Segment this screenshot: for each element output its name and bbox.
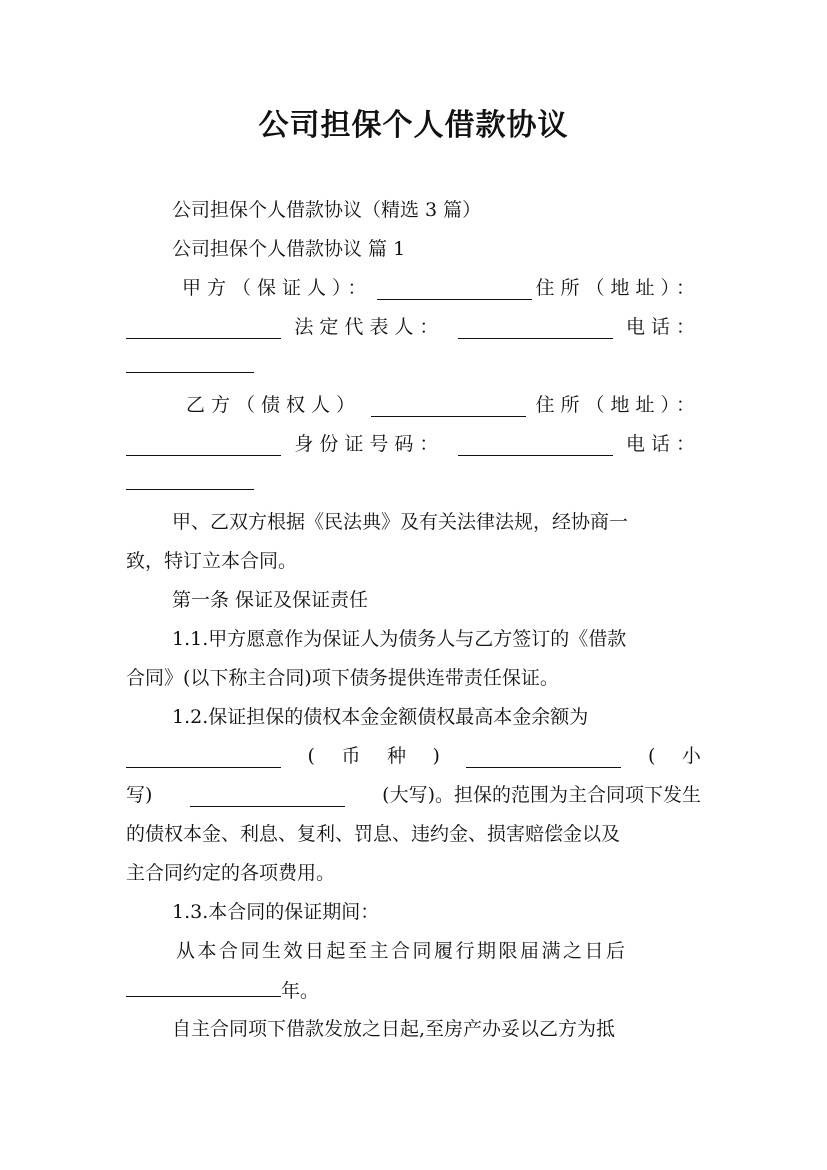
- years-suffix: 年。: [281, 980, 320, 1002]
- subtitle: 公司担保个人借款协议（精选 3 篇）: [172, 199, 482, 221]
- party-b-phone-blank[interactable]: [126, 471, 254, 490]
- amount-blank[interactable]: [126, 749, 281, 768]
- clause-1-2-line-4: 的债权本金、利息、复利、罚息、违约金、损害赔偿金以及: [126, 823, 621, 845]
- party-a-rep-label: 法定代表人：: [294, 316, 445, 338]
- small-open: (: [647, 745, 656, 767]
- clause-1-3-line-1: 从本合同生效日起至主合同履行期限届满之日后: [176, 940, 628, 962]
- party-a-name-blank[interactable]: [377, 281, 532, 300]
- clause-1-3-line-2: [126, 978, 701, 1003]
- currency-char-2: 种: [386, 745, 406, 767]
- party-b-address-blank[interactable]: [126, 437, 281, 456]
- party-b-id-line: [126, 432, 701, 456]
- party-b-address-label: 住所（地址）：: [535, 394, 701, 416]
- currency-open: (: [307, 745, 315, 767]
- clause-1-2-line-3: [126, 783, 701, 807]
- small-amount-blank[interactable]: [466, 749, 621, 768]
- clause-1-2-line-1: 1.2.保证担保的债权本金金额债权最高本金余额为: [172, 706, 589, 728]
- small-char: 小: [681, 745, 701, 767]
- party-a-line: [182, 276, 701, 300]
- clause-1-1-line-2: 合同》(以下称主合同)项下债务提供连带责任保证。: [126, 667, 559, 689]
- clause-1-2-line-5: 主合同约定的各项费用。: [126, 862, 336, 884]
- party-a-phone-blank[interactable]: [126, 354, 254, 373]
- party-a-phone-label: 电话：: [625, 316, 701, 338]
- party-a-address-blank[interactable]: [126, 320, 281, 339]
- capital-amount-blank[interactable]: [190, 788, 345, 807]
- part-heading: 公司担保个人借款协议 篇 1: [172, 238, 406, 260]
- party-b-phone-line: [126, 471, 701, 496]
- party-a-label: 甲方（保证人）：: [182, 277, 373, 299]
- small-suffix: 写): [126, 784, 153, 806]
- clause-1-1-line-1: 1.1.甲方愿意作为保证人为债务人与乙方签订的《借款: [172, 628, 627, 650]
- party-a-address-label: 住所（地址）：: [535, 277, 701, 299]
- party-a-phone-line: [126, 354, 701, 379]
- party-b-label: 乙方（债权人）: [186, 394, 362, 416]
- clause-1-2-line-2: [126, 744, 701, 768]
- party-b-id-blank[interactable]: [458, 437, 613, 456]
- party-b-phone-label: 电话：: [625, 433, 701, 455]
- party-a-rep-line: [126, 315, 701, 339]
- clause-1-3-heading: 1.3.本合同的保证期间：: [172, 901, 380, 923]
- years-blank[interactable]: [126, 978, 281, 997]
- currency-close: ): [432, 745, 440, 767]
- article-1-heading: 第一条 保证及保证责任: [172, 589, 369, 611]
- currency-char-1: 币: [341, 745, 361, 767]
- intro-line-2: 致，特订立本合同。: [126, 550, 298, 572]
- party-b-id-label: 身份证号码：: [294, 433, 445, 455]
- intro-line-1: 甲、乙双方根据《民法典》及有关法律法规，经协商一: [172, 511, 629, 533]
- party-b-line: [186, 393, 701, 417]
- document-title: 公司担保个人借款协议: [258, 108, 569, 143]
- party-b-name-blank[interactable]: [371, 398, 526, 417]
- party-a-rep-blank[interactable]: [458, 320, 613, 339]
- clause-1-3-line-3: 自主合同项下借款发放之日起,至房产办妥以乙方为抵: [172, 1018, 616, 1040]
- scope-text: (大写)。担保的范围为主合同项下发生: [382, 784, 701, 806]
